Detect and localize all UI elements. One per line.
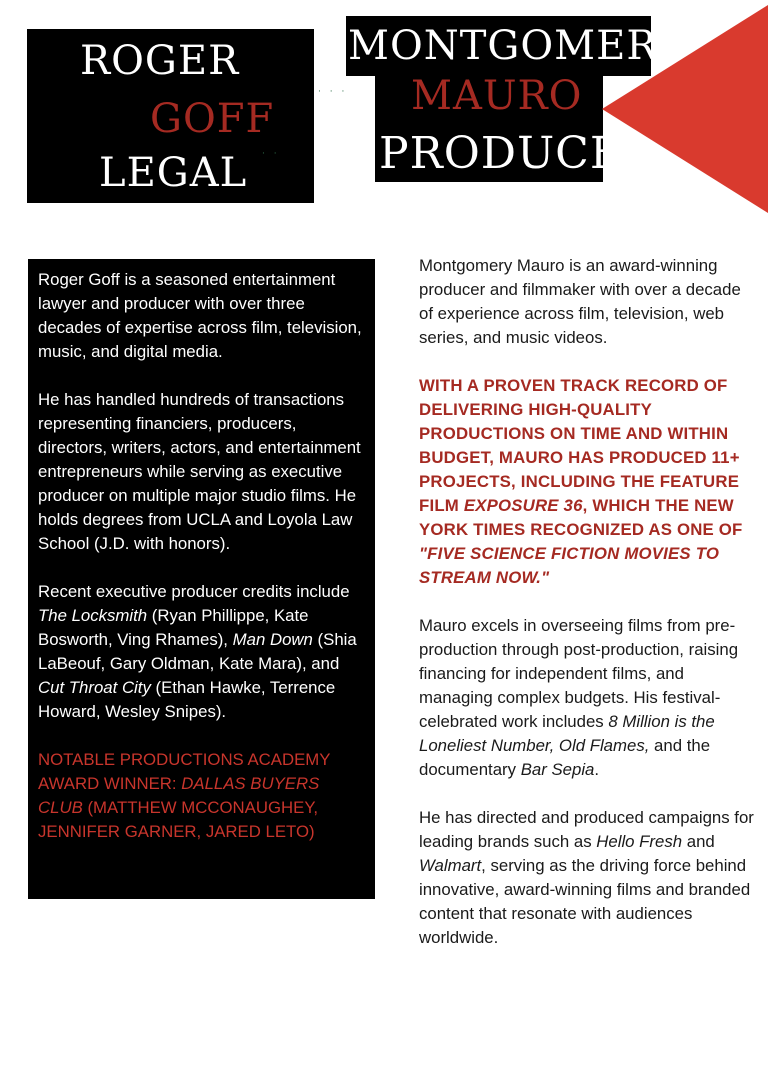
highlight-text: , WHICH THE NEW YORK TIMES RECOGNIZED AS ONE OF <box>419 496 743 539</box>
bio-text: and the documentary <box>419 736 711 779</box>
roger-title-block <box>27 29 314 203</box>
montgomery-bio-column <box>419 254 759 974</box>
bio-text: Mauro excels in overseeing films from pre-production through post-production, raising financing for independent films, and managing complex budgets. His festival-celebrated work includes <box>419 616 739 731</box>
highlight-quote: "FIVE SCIENCE FICTION MOVIES TO STREAM NOW." <box>419 544 720 587</box>
highlight-text: WITH A PROVEN TRACK RECORD OF DELIVERING HIGH-QUALITY PRODUCTIONS ON TIME AND WITHIN BUDGET, MAURO HAS PRODUCED 11+ PROJECTS, INCLUDING THE FEATURE FILM <box>419 376 740 515</box>
credit-cast: (Shia LaBeouf, Gary Oldman, Kate Mara), and <box>38 630 357 673</box>
red-triangle-shape <box>602 5 768 213</box>
roger-credits-paragraph <box>38 580 365 724</box>
roger-bio-panel <box>28 259 375 899</box>
montgomery-role: PRODUCER <box>379 128 658 179</box>
film-titles: 8 Million is the Loneliest Number, Old Flames, <box>419 712 715 755</box>
highlight-film: EXPOSURE 36 <box>463 496 583 515</box>
film-title: Bar Sepia <box>520 760 595 779</box>
decorative-dots: · · <box>262 149 280 159</box>
montgomery-highlight <box>419 374 759 590</box>
notable-productions <box>38 748 365 844</box>
brand-name: Walmart <box>419 856 482 875</box>
credits-intro: Recent executive producer credits include <box>38 582 350 601</box>
notable-title: DALLAS BUYERS CLUB <box>38 774 320 817</box>
notable-prefix: NOTABLE PRODUCTIONS ACADEMY AWARD WINNER: <box>38 750 331 793</box>
montgomery-bio-paragraph <box>419 806 759 950</box>
credit-title: The Locksmith <box>38 606 148 625</box>
decorative-dots: · · · <box>318 87 348 97</box>
bio-text: and <box>686 832 715 851</box>
roger-bio-paragraph: Roger Goff is a seasoned entertainment lawyer and producer with over three decades of expertise across film, television, music, and digital media. <box>38 270 362 361</box>
red-triangle-decoration <box>600 5 768 215</box>
credit-title: Cut Throat City <box>38 678 151 697</box>
bio-text: He has directed and produced campaigns for leading brands such as <box>419 808 754 851</box>
roger-first-name: ROGER <box>80 38 240 84</box>
roger-bio-paragraph: He has handled hundreds of transactions representing financiers, producers, directors, writers, actors, and entertainment entrepreneurs while serving as executive producer on multiple major studio films. He holds degrees from UCLA and Loyola Law School (J.D. with honors). <box>38 390 361 553</box>
montgomery-bio-paragraph <box>419 614 759 782</box>
credit-title: Man Down <box>232 630 313 649</box>
montgomery-first-name: MONTGOMERY <box>348 23 684 69</box>
credit-cast: (Ethan Hawke, Terrence Howard, Wesley Snipes). <box>38 678 336 721</box>
montgomery-role-block <box>375 70 658 182</box>
montgomery-bio-paragraph: Montgomery Mauro is an award-winning producer and filmmaker with over a decade of experience across film, television, web series, and music videos. <box>419 256 741 347</box>
roger-last-name: GOFF <box>150 96 275 142</box>
credit-cast: (Ryan Phillippe, Kate Bosworth, Ving Rhames), <box>38 606 309 649</box>
bio-text: . <box>594 760 600 779</box>
montgomery-last-name: MAURO <box>411 73 583 119</box>
notable-cast: (MATTHEW MCCONAUGHEY, JENNIFER GARNER, JARED LETO) <box>38 798 319 841</box>
roger-role: LEGAL <box>99 150 248 196</box>
bio-text: , serving as the driving force behind innovative, award-winning films and branded content that resonate with audiences worldwide. <box>419 856 751 947</box>
brand-name: Hello Fresh <box>596 832 683 851</box>
